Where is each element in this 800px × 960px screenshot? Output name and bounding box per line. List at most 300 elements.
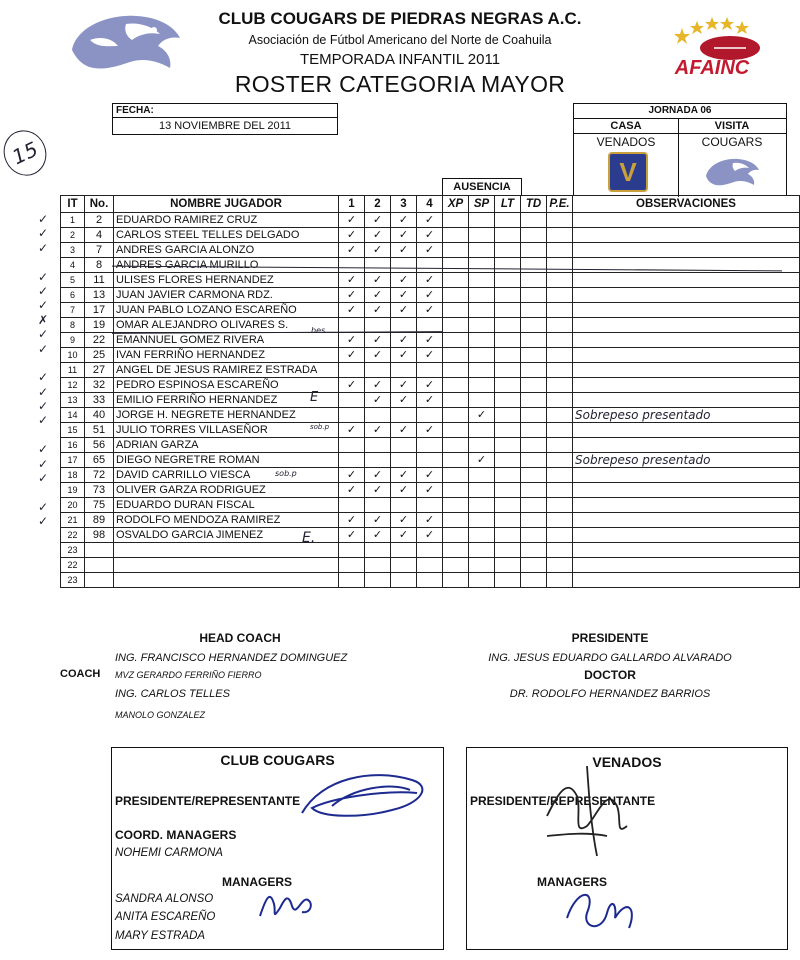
row-quarter-4-check: ✓ — [417, 483, 443, 498]
row-pe-cell — [547, 288, 573, 303]
coach-name-3: MANOLO GONZALEZ — [115, 710, 206, 720]
row-quarter-1-check — [339, 558, 365, 573]
row-number-cell: 27 — [85, 363, 114, 378]
row-lt-cell — [495, 378, 521, 393]
table-row — [61, 273, 800, 288]
row-it-cell: 16 — [61, 438, 85, 453]
row-quarter-1-check — [339, 453, 365, 468]
col-header-q2: 2 — [365, 196, 391, 213]
row-observaciones — [573, 303, 800, 318]
row-sp-cell — [469, 438, 495, 453]
row-lt-cell — [495, 528, 521, 543]
col-header-lt: LT — [495, 196, 521, 213]
row-pe-cell — [547, 243, 573, 258]
row-number-cell: 32 — [85, 378, 114, 393]
margin-check-mark: ✓ — [38, 327, 49, 342]
row-lt-cell — [495, 393, 521, 408]
row-xp-cell — [443, 348, 469, 363]
ausencia-header: AUSENCIA — [442, 178, 522, 196]
row-quarter-3-check: ✓ — [391, 243, 417, 258]
row-xp-cell — [443, 498, 469, 513]
row-xp-cell — [443, 468, 469, 483]
row-lt-cell — [495, 543, 521, 558]
row-td-cell — [521, 513, 547, 528]
row-lt-cell — [495, 573, 521, 588]
row-quarter-2-check — [365, 453, 391, 468]
row-quarter-2-check: ✓ — [365, 228, 391, 243]
row-quarter-4-check: ✓ — [417, 288, 443, 303]
row-td-cell — [521, 468, 547, 483]
row-it-cell: 15 — [61, 423, 85, 438]
row-lt-cell — [495, 273, 521, 288]
annotation-row14: sob.p — [310, 423, 330, 431]
row-lt-cell — [495, 558, 521, 573]
row-xp-cell — [443, 288, 469, 303]
row-quarter-4-check: ✓ — [417, 303, 443, 318]
row-td-cell — [521, 258, 547, 273]
margin-check-mark: ✓ — [38, 514, 49, 529]
margin-check-mark — [38, 428, 58, 442]
row-quarter-3-check: ✓ — [391, 393, 417, 408]
col-header-q4: 4 — [417, 196, 443, 213]
row-pe-cell — [547, 348, 573, 363]
row-player-name: OLIVER GARZA RODRIGUEZ — [114, 483, 339, 498]
row-it-cell: 4 — [61, 258, 85, 273]
row-xp-cell — [443, 393, 469, 408]
row-pe-cell — [547, 378, 573, 393]
row-player-name: ANDRES GARCIA MURILLO — [114, 258, 339, 273]
row-pe-cell — [547, 363, 573, 378]
row-it-cell: 23 — [61, 573, 85, 588]
row-td-cell — [521, 303, 547, 318]
margin-check-mark: ✓ — [38, 269, 49, 284]
row-player-name: EMILIO FERRIÑO HERNANDEZ — [114, 393, 339, 408]
venados-logo: V — [608, 152, 648, 192]
coach-name-1: MVZ GERARDO FERRIÑO FIERRO — [115, 670, 262, 680]
row-td-cell — [521, 288, 547, 303]
table-row — [61, 558, 800, 573]
row-quarter-2-check: ✓ — [365, 273, 391, 288]
row-td-cell — [521, 273, 547, 288]
row-lt-cell — [495, 513, 521, 528]
row-number-cell: 25 — [85, 348, 114, 363]
row-quarter-2-check: ✓ — [365, 213, 391, 228]
row-lt-cell — [495, 468, 521, 483]
row-lt-cell — [495, 498, 521, 513]
table-row — [61, 513, 800, 528]
margin-check-mark: ✓ — [38, 384, 49, 399]
row-quarter-1-check: ✓ — [339, 423, 365, 438]
row-it-cell: 17 — [61, 453, 85, 468]
row-quarter-2-check: ✓ — [365, 288, 391, 303]
row-it-cell: 1 — [61, 213, 85, 228]
row-number-cell: 11 — [85, 273, 114, 288]
row-sp-cell — [469, 303, 495, 318]
margin-check-mark: ✓ — [38, 226, 49, 241]
row-observaciones — [573, 483, 800, 498]
club-managers-label: MANAGERS — [222, 875, 293, 889]
margin-check-mark — [38, 356, 58, 370]
row-quarter-1-check — [339, 318, 365, 333]
row-player-name: EDUARDO DURAN FISCAL — [114, 498, 339, 513]
row-player-name: IVAN FERRIÑO HERNANDEZ — [114, 348, 339, 363]
col-header-td: TD — [521, 196, 547, 213]
row-quarter-4-check — [417, 258, 443, 273]
row-quarter-3-check: ✓ — [391, 213, 417, 228]
row-quarter-4-check: ✓ — [417, 378, 443, 393]
row-quarter-1-check: ✓ — [339, 348, 365, 363]
table-row — [61, 243, 800, 258]
row-quarter-2-check: ✓ — [365, 333, 391, 348]
row-td-cell — [521, 423, 547, 438]
row-quarter-1-check: ✓ — [339, 333, 365, 348]
row-xp-cell — [443, 528, 469, 543]
row-it-cell: 19 — [61, 483, 85, 498]
cougars-small-logo — [704, 156, 760, 193]
row-observaciones — [573, 528, 800, 543]
row-player-name: EMANNUEL GOMEZ RIVERA — [114, 333, 339, 348]
table-row — [61, 288, 800, 303]
row-number-cell: 22 — [85, 333, 114, 348]
row-quarter-3-check: ✓ — [391, 333, 417, 348]
row-observaciones — [573, 243, 800, 258]
row-pe-cell — [547, 273, 573, 288]
row-it-cell: 11 — [61, 363, 85, 378]
table-row — [61, 393, 800, 408]
row-it-cell: 14 — [61, 408, 85, 423]
row-xp-cell — [443, 513, 469, 528]
row-player-name: ULISES FLORES HERNANDEZ — [114, 273, 339, 288]
row-quarter-1-check: ✓ — [339, 483, 365, 498]
row-quarter-3-check: ✓ — [391, 228, 417, 243]
row-pe-cell — [547, 453, 573, 468]
row-sp-cell — [469, 258, 495, 273]
row-number-cell: 7 — [85, 243, 114, 258]
row-xp-cell — [443, 408, 469, 423]
row-quarter-3-check: ✓ — [391, 483, 417, 498]
row-quarter-2-check — [365, 408, 391, 423]
doctor-name: DR. RODOLFO HERNANDEZ BARRIOS — [509, 688, 711, 700]
row-observaciones — [573, 288, 800, 303]
row-quarter-1-check — [339, 573, 365, 588]
row-lt-cell — [495, 423, 521, 438]
season-title: TEMPORADA INFANTIL 2011 — [299, 51, 501, 68]
row-it-cell: 5 — [61, 273, 85, 288]
row-quarter-1-check: ✓ — [339, 228, 365, 243]
annotation-row12: E — [310, 390, 319, 405]
row-td-cell — [521, 393, 547, 408]
row-quarter-4-check: ✓ — [417, 333, 443, 348]
row-quarter-2-check: ✓ — [365, 348, 391, 363]
row-sp-cell — [469, 333, 495, 348]
venados-managers-signature — [557, 878, 647, 943]
row-it-cell: 22 — [61, 528, 85, 543]
row-pe-cell — [547, 393, 573, 408]
row-sp-cell: ✓ — [469, 453, 495, 468]
row-it-cell: 7 — [61, 303, 85, 318]
row-quarter-3-check: ✓ — [391, 288, 417, 303]
row-quarter-4-check — [417, 573, 443, 588]
row-pe-cell — [547, 513, 573, 528]
row-quarter-1-check — [339, 498, 365, 513]
row-lt-cell — [495, 483, 521, 498]
row-observaciones — [573, 378, 800, 393]
margin-check-mark — [38, 255, 58, 269]
row-xp-cell — [443, 273, 469, 288]
manager-name-3: MARY ESTRADA — [115, 930, 206, 942]
row-pe-cell — [547, 573, 573, 588]
row-xp-cell — [443, 573, 469, 588]
row-quarter-2-check — [365, 258, 391, 273]
row-quarter-1-check: ✓ — [339, 213, 365, 228]
row-player-name: ADRIAN GARZA — [114, 438, 339, 453]
row-sp-cell — [469, 498, 495, 513]
head-coach-name: ING. FRANCISCO HERNANDEZ DOMINGUEZ — [115, 652, 348, 664]
row-quarter-4-check: ✓ — [417, 513, 443, 528]
row-xp-cell — [443, 453, 469, 468]
row-xp-cell — [443, 333, 469, 348]
row-quarter-1-check: ✓ — [339, 303, 365, 318]
row-it-cell: 21 — [61, 513, 85, 528]
row-sp-cell — [469, 528, 495, 543]
row-sp-cell — [469, 543, 495, 558]
row-player-name: DIEGO NEGRETRE ROMAN — [114, 453, 339, 468]
row-sp-cell — [469, 228, 495, 243]
svg-text:AFAINC: AFAINC — [674, 57, 750, 79]
row-number-cell: 72 — [85, 468, 114, 483]
row-number-cell: 33 — [85, 393, 114, 408]
row-td-cell — [521, 213, 547, 228]
fecha-value: 13 NOVIEMBRE DEL 2011 — [158, 120, 292, 132]
row-td-cell — [521, 243, 547, 258]
row-td-cell — [521, 333, 547, 348]
row-sp-cell — [469, 273, 495, 288]
venados-box — [466, 747, 788, 950]
row-td-cell — [521, 453, 547, 468]
row-quarter-3-check — [391, 573, 417, 588]
table-row — [61, 303, 800, 318]
casa-team: VENADOS — [596, 135, 656, 149]
presidente-label: PRESIDENTE — [571, 631, 649, 645]
row-pe-cell — [547, 258, 573, 273]
row-lt-cell — [495, 213, 521, 228]
row-observaciones — [573, 573, 800, 588]
row-sp-cell — [469, 213, 495, 228]
row-number-cell: 19 — [85, 318, 114, 333]
row-td-cell — [521, 318, 547, 333]
row-quarter-4-check: ✓ — [417, 273, 443, 288]
row-xp-cell — [443, 423, 469, 438]
table-row — [61, 483, 800, 498]
row-lt-cell — [495, 333, 521, 348]
row-td-cell — [521, 408, 547, 423]
row-lt-cell — [495, 348, 521, 363]
row-it-cell: 20 — [61, 498, 85, 513]
row-td-cell — [521, 528, 547, 543]
cougars-logo — [66, 10, 184, 76]
row-xp-cell — [443, 558, 469, 573]
coord-managers-name: NOHEMI CARMONA — [115, 847, 223, 859]
row-number-cell: 8 — [85, 258, 114, 273]
margin-check-mark: ✓ — [38, 240, 49, 255]
row-xp-cell — [443, 378, 469, 393]
row-sp-cell — [469, 378, 495, 393]
fecha-label: FECHA: — [116, 105, 154, 116]
row-quarter-4-check — [417, 543, 443, 558]
row-quarter-2-check — [365, 543, 391, 558]
table-row — [61, 228, 800, 243]
row-it-cell: 18 — [61, 468, 85, 483]
row-it-cell: 23 — [61, 543, 85, 558]
row-quarter-2-check: ✓ — [365, 528, 391, 543]
table-row — [61, 333, 800, 348]
col-header-xp: XP — [443, 196, 469, 213]
row-xp-cell — [443, 483, 469, 498]
col-header-q1: 1 — [339, 196, 365, 213]
jornada-box — [573, 103, 787, 196]
row-quarter-3-check — [391, 453, 417, 468]
col-header-q3: 3 — [391, 196, 417, 213]
row-number-cell: 73 — [85, 483, 114, 498]
row-quarter-2-check — [365, 573, 391, 588]
row-td-cell — [521, 558, 547, 573]
row-xp-cell — [443, 303, 469, 318]
coord-managers-label: COORD. MANAGERS — [115, 828, 237, 842]
margin-check-mark: ✓ — [38, 471, 49, 486]
annotation-row21: E. — [302, 530, 316, 546]
row-sp-cell — [469, 393, 495, 408]
row-quarter-4-check — [417, 498, 443, 513]
venados-presidente-label: PRESIDENTE/REPRESENTANTE — [470, 794, 656, 808]
row-quarter-4-check: ✓ — [417, 228, 443, 243]
row-quarter-4-check — [417, 363, 443, 378]
row-player-name — [114, 573, 339, 588]
row-number-cell: 17 — [85, 303, 114, 318]
row-number-cell — [85, 573, 114, 588]
row-quarter-3-check — [391, 408, 417, 423]
row-player-name: OSVALDO GARCIA JIMENEZ — [114, 528, 339, 543]
row-sp-cell — [469, 423, 495, 438]
row-player-name: RODOLFO MENDOZA RAMIREZ — [114, 513, 339, 528]
row-sp-cell — [469, 558, 495, 573]
row-quarter-4-check — [417, 558, 443, 573]
margin-check-mark: ✓ — [38, 341, 49, 356]
row-observaciones — [573, 468, 800, 483]
row-it-cell: 8 — [61, 318, 85, 333]
row-sp-cell — [469, 288, 495, 303]
table-row — [61, 363, 800, 378]
club-title: CLUB COUGARS DE PIEDRAS NEGRAS A.C. — [218, 9, 582, 28]
roster-title: ROSTER CATEGORIA MAYOR — [234, 71, 566, 97]
row-quarter-1-check — [339, 363, 365, 378]
afainc-logo — [650, 12, 775, 80]
row-quarter-4-check: ✓ — [417, 468, 443, 483]
row-pe-cell — [547, 213, 573, 228]
table-row — [61, 453, 800, 468]
row-pe-cell — [547, 303, 573, 318]
table-row — [61, 498, 800, 513]
margin-check-mark: ✓ — [38, 212, 49, 226]
row-number-cell: 2 — [85, 213, 114, 228]
col-header-it: IT — [61, 196, 85, 213]
row-quarter-3-check — [391, 438, 417, 453]
row-observaciones — [573, 228, 800, 243]
row-sp-cell — [469, 468, 495, 483]
table-row — [61, 408, 800, 423]
row-quarter-3-check — [391, 258, 417, 273]
row-pe-cell — [547, 228, 573, 243]
row-lt-cell — [495, 438, 521, 453]
col-header-name: NOMBRE JUGADOR — [114, 196, 339, 213]
row-quarter-4-check: ✓ — [417, 423, 443, 438]
jornada-label: JORNADA 06 — [648, 105, 712, 116]
row-pe-cell — [547, 483, 573, 498]
row-quarter-3-check: ✓ — [391, 273, 417, 288]
row-quarter-3-check — [391, 498, 417, 513]
row-quarter-3-check — [391, 543, 417, 558]
manager-name-2: ANITA ESCAREÑO — [115, 911, 216, 923]
club-presidente-label: PRESIDENTE/REPRESENTANTE — [115, 794, 301, 808]
row-lt-cell — [495, 318, 521, 333]
row-xp-cell — [443, 258, 469, 273]
row-observaciones — [573, 363, 800, 378]
row-pe-cell — [547, 408, 573, 423]
row-observaciones — [573, 318, 800, 333]
annotation-row8: bes — [311, 326, 326, 335]
club-managers-signature — [252, 878, 322, 928]
row-quarter-2-check: ✓ — [365, 243, 391, 258]
row-quarter-3-check: ✓ — [391, 378, 417, 393]
row-number-cell: 40 — [85, 408, 114, 423]
row-observaciones — [573, 423, 800, 438]
row-xp-cell — [443, 243, 469, 258]
row-quarter-2-check — [365, 363, 391, 378]
row-td-cell — [521, 498, 547, 513]
row-observaciones — [573, 498, 800, 513]
row-player-name: JUAN JAVIER CARMONA RDZ. — [114, 288, 339, 303]
row-player-name: DAVID CARRILLO VIESCA — [114, 468, 339, 483]
row-td-cell — [521, 483, 547, 498]
row-quarter-3-check: ✓ — [391, 423, 417, 438]
row-quarter-1-check: ✓ — [339, 288, 365, 303]
row-player-name: OMAR ALEJANDRO OLIVARES S. — [114, 318, 339, 333]
row-xp-cell — [443, 438, 469, 453]
row-quarter-2-check — [365, 558, 391, 573]
row-pe-cell — [547, 333, 573, 348]
visita-label: VISITA — [714, 120, 750, 132]
row-quarter-1-check: ✓ — [339, 378, 365, 393]
row-quarter-1-check: ✓ — [339, 528, 365, 543]
table-row — [61, 438, 800, 453]
row-number-cell: 89 — [85, 513, 114, 528]
margin-check-mark: ✓ — [38, 413, 49, 428]
row-player-name: ANDRES GARCIA ALONZO — [114, 243, 339, 258]
association-name: Asociación de Fútbol Americano del Norte de Coahuila — [248, 33, 552, 47]
row-quarter-1-check: ✓ — [339, 273, 365, 288]
row-quarter-3-check — [391, 558, 417, 573]
row-observaciones — [573, 438, 800, 453]
row-number-cell: 98 — [85, 528, 114, 543]
row-lt-cell — [495, 363, 521, 378]
row-quarter-2-check: ✓ — [365, 303, 391, 318]
row-pe-cell — [547, 558, 573, 573]
col-header-no: No. — [85, 196, 114, 213]
club-presidente-signature — [292, 768, 442, 828]
row-observaciones — [573, 513, 800, 528]
margin-check-mark: ✓ — [38, 456, 49, 471]
row-sp-cell — [469, 363, 495, 378]
row-lt-cell — [495, 453, 521, 468]
